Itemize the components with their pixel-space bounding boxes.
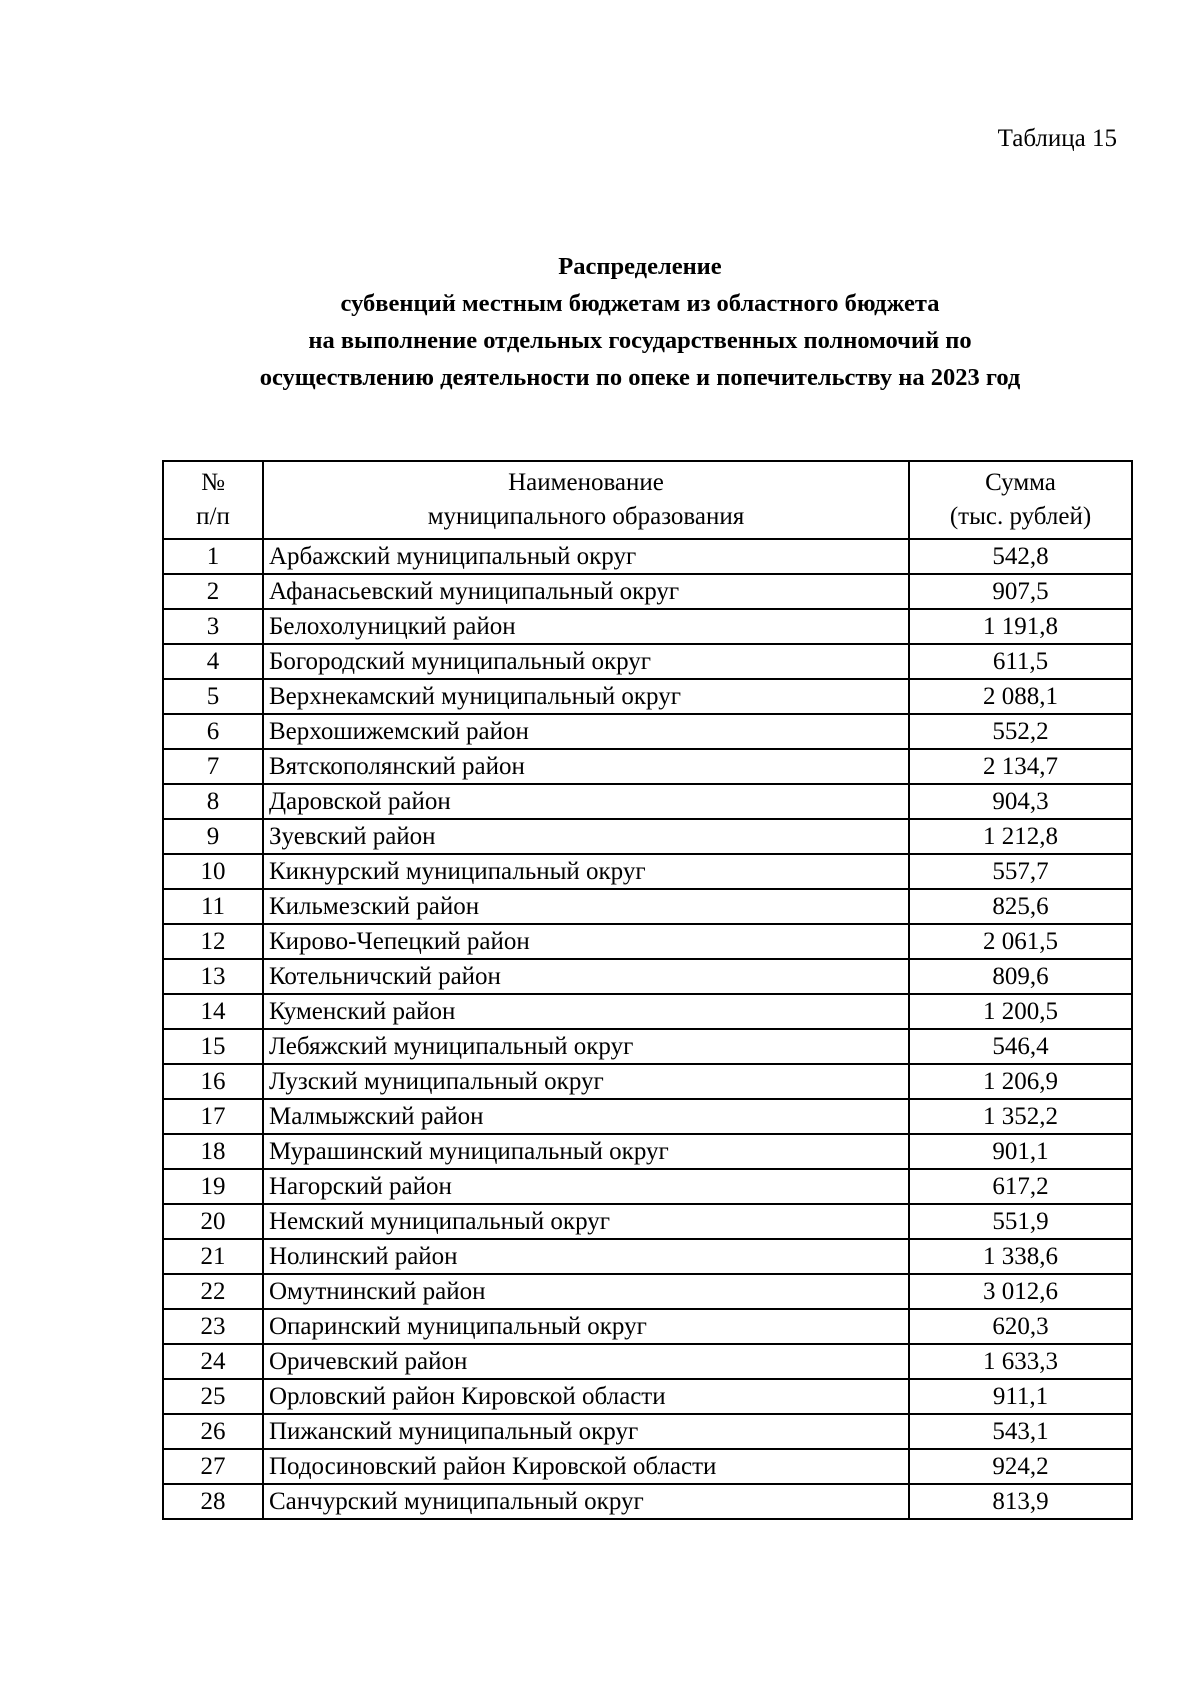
- table-row: [163, 1449, 1132, 1484]
- municipality-name-cell: Кикнурский муниципальный округ: [263, 854, 909, 889]
- municipality-name-cell: Котельничский район: [263, 959, 909, 994]
- municipality-name-cell: Лузский муниципальный округ: [263, 1064, 909, 1099]
- municipality-name-cell: Омутнинский район: [263, 1274, 909, 1309]
- sum-cell: 1 352,2: [909, 1099, 1132, 1134]
- municipality-name-cell: Нолинский район: [263, 1239, 909, 1274]
- sum-cell: 924,2: [909, 1449, 1132, 1484]
- table-row: [163, 854, 1132, 889]
- table-row: [163, 994, 1132, 1029]
- row-number-cell: 5: [163, 679, 263, 714]
- table-row: [163, 609, 1132, 644]
- sum-cell: 611,5: [909, 644, 1132, 679]
- table-number-label: Таблица 15: [997, 125, 1117, 152]
- row-number-cell: 16: [163, 1064, 263, 1099]
- municipality-name-cell: Кильмезский район: [263, 889, 909, 924]
- table-row: [163, 1379, 1132, 1414]
- sum-cell: 1 338,6: [909, 1239, 1132, 1274]
- table-row: [163, 1134, 1132, 1169]
- title-line: на выполнение отдельных государственных полномочий по: [308, 327, 972, 354]
- sum-cell: 546,4: [909, 1029, 1132, 1064]
- table-row: [163, 959, 1132, 994]
- table-row: [163, 1344, 1132, 1379]
- municipality-name-cell: Белохолуницкий район: [263, 609, 909, 644]
- row-number-cell: 1: [163, 539, 263, 574]
- sum-cell: 551,9: [909, 1204, 1132, 1239]
- row-number-cell: 24: [163, 1344, 263, 1379]
- table-row: [163, 1414, 1132, 1449]
- sum-cell: 1 206,9: [909, 1064, 1132, 1099]
- row-number-cell: 11: [163, 889, 263, 924]
- table-row: [163, 784, 1132, 819]
- title-line: Распределение: [558, 253, 722, 280]
- table-row: [163, 1169, 1132, 1204]
- sum-cell: 1 200,5: [909, 994, 1132, 1029]
- sum-cell: 3 012,6: [909, 1274, 1132, 1309]
- table-row: [163, 574, 1132, 609]
- sum-cell: 557,7: [909, 854, 1132, 889]
- table-row: [163, 1484, 1132, 1519]
- municipality-name-cell: Пижанский муниципальный округ: [263, 1414, 909, 1449]
- row-number-cell: 2: [163, 574, 263, 609]
- table-row: [163, 679, 1132, 714]
- municipality-name-cell: Орловский район Кировской области: [263, 1379, 909, 1414]
- municipality-name-cell: Мурашинский муниципальный округ: [263, 1134, 909, 1169]
- title-line: субвенций местным бюджетам из областного бюджета: [340, 290, 940, 317]
- row-number-cell: 9: [163, 819, 263, 854]
- municipality-name-cell: Оричевский район: [263, 1344, 909, 1379]
- table-row: [163, 1064, 1132, 1099]
- header-sum: Сумма (тыс. рублей): [909, 461, 1132, 539]
- header-municipality: Наименование муниципального образования: [263, 461, 909, 539]
- row-number-cell: 26: [163, 1414, 263, 1449]
- sum-cell: 1 633,3: [909, 1344, 1132, 1379]
- municipality-name-cell: Зуевский район: [263, 819, 909, 854]
- row-number-cell: 12: [163, 924, 263, 959]
- municipality-name-cell: Афанасьевский муниципальный округ: [263, 574, 909, 609]
- sum-cell: 813,9: [909, 1484, 1132, 1519]
- table-header-row: [163, 461, 1132, 539]
- sum-cell: 809,6: [909, 959, 1132, 994]
- sum-cell: 552,2: [909, 714, 1132, 749]
- sum-cell: 2 061,5: [909, 924, 1132, 959]
- table-row: [163, 1099, 1132, 1134]
- sum-cell: 901,1: [909, 1134, 1132, 1169]
- sum-cell: 911,1: [909, 1379, 1132, 1414]
- municipality-name-cell: Нагорский район: [263, 1169, 909, 1204]
- header-number: № п/п: [163, 461, 263, 539]
- table-row: [163, 539, 1132, 574]
- row-number-cell: 23: [163, 1309, 263, 1344]
- municipality-name-cell: Санчурский муниципальный округ: [263, 1484, 909, 1519]
- row-number-cell: 4: [163, 644, 263, 679]
- row-number-cell: 10: [163, 854, 263, 889]
- municipality-name-cell: Опаринский муниципальный округ: [263, 1309, 909, 1344]
- municipality-name-cell: Даровской район: [263, 784, 909, 819]
- municipality-name-cell: Малмыжский район: [263, 1099, 909, 1134]
- subvention-table: [162, 460, 1133, 1520]
- municipality-name-cell: Верхнекамский муниципальный округ: [263, 679, 909, 714]
- sum-cell: 543,1: [909, 1414, 1132, 1449]
- sum-cell: 825,6: [909, 889, 1132, 924]
- row-number-cell: 15: [163, 1029, 263, 1064]
- table-row: [163, 1239, 1132, 1274]
- municipality-name-cell: Куменский район: [263, 994, 909, 1029]
- table-body: [163, 539, 1132, 1519]
- sum-cell: 1 212,8: [909, 819, 1132, 854]
- row-number-cell: 13: [163, 959, 263, 994]
- sum-cell: 1 191,8: [909, 609, 1132, 644]
- row-number-cell: 19: [163, 1169, 263, 1204]
- row-number-cell: 22: [163, 1274, 263, 1309]
- table-row: [163, 924, 1132, 959]
- sum-cell: 620,3: [909, 1309, 1132, 1344]
- document-title: [160, 248, 1120, 396]
- row-number-cell: 21: [163, 1239, 263, 1274]
- municipality-name-cell: Верхошижемский район: [263, 714, 909, 749]
- table-row: [163, 644, 1132, 679]
- row-number-cell: 8: [163, 784, 263, 819]
- municipality-name-cell: Кирово-Чепецкий район: [263, 924, 909, 959]
- table-row: [163, 1204, 1132, 1239]
- sum-cell: 542,8: [909, 539, 1132, 574]
- table-row: [163, 819, 1132, 854]
- row-number-cell: 14: [163, 994, 263, 1029]
- table-row: [163, 749, 1132, 784]
- table-row: [163, 714, 1132, 749]
- sum-cell: 2 134,7: [909, 749, 1132, 784]
- sum-cell: 2 088,1: [909, 679, 1132, 714]
- municipality-name-cell: Подосиновский район Кировской области: [263, 1449, 909, 1484]
- row-number-cell: 6: [163, 714, 263, 749]
- sum-cell: 904,3: [909, 784, 1132, 819]
- row-number-cell: 17: [163, 1099, 263, 1134]
- municipality-name-cell: Арбажский муниципальный округ: [263, 539, 909, 574]
- sum-cell: 907,5: [909, 574, 1132, 609]
- row-number-cell: 27: [163, 1449, 263, 1484]
- municipality-name-cell: Богородский муниципальный округ: [263, 644, 909, 679]
- table-row: [163, 1309, 1132, 1344]
- sum-cell: 617,2: [909, 1169, 1132, 1204]
- row-number-cell: 28: [163, 1484, 263, 1519]
- row-number-cell: 7: [163, 749, 263, 784]
- table-row: [163, 889, 1132, 924]
- row-number-cell: 3: [163, 609, 263, 644]
- municipality-name-cell: Вятскополянский район: [263, 749, 909, 784]
- municipality-name-cell: Немский муниципальный округ: [263, 1204, 909, 1239]
- row-number-cell: 20: [163, 1204, 263, 1239]
- table-row: [163, 1274, 1132, 1309]
- title-line: осуществлению деятельности по опеке и попечительству на 2023 год: [259, 364, 1021, 391]
- table-row: [163, 1029, 1132, 1064]
- row-number-cell: 18: [163, 1134, 263, 1169]
- municipality-name-cell: Лебяжский муниципальный округ: [263, 1029, 909, 1064]
- row-number-cell: 25: [163, 1379, 263, 1414]
